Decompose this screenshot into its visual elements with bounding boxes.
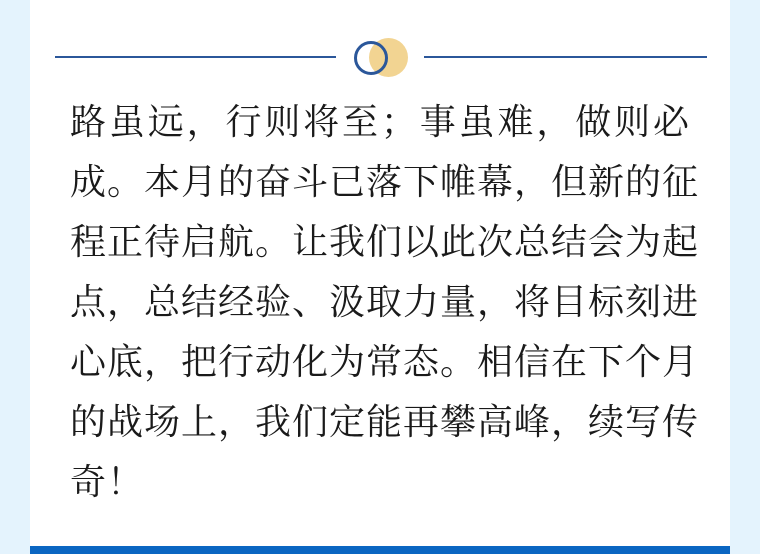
blue-ring-icon: [354, 41, 388, 75]
content-card: [30, 0, 730, 554]
footer-accent-bar: [30, 546, 730, 554]
paragraph-line: 点，总结经验、汲取力量，将目标刻进: [70, 281, 700, 322]
paragraph-line: 路虽远，行则将至；事虽难，做则必: [70, 101, 690, 142]
divider-line-left: [55, 56, 336, 58]
section-divider: [30, 0, 730, 90]
article-paragraph: [70, 92, 700, 512]
paragraph-line: 程正待启航。让我们以此次总结会为起: [70, 221, 700, 262]
paragraph-line: 奇！: [70, 461, 145, 502]
paragraph-line: 心底，把行动化为常态。相信在下个月: [70, 341, 700, 382]
paragraph-line: 成。本月的奋斗已落下帷幕，但新的征: [70, 161, 700, 202]
divider-line-right: [424, 56, 707, 58]
paragraph-line: 的战场上，我们定能再攀高峰，续写传: [70, 401, 700, 442]
